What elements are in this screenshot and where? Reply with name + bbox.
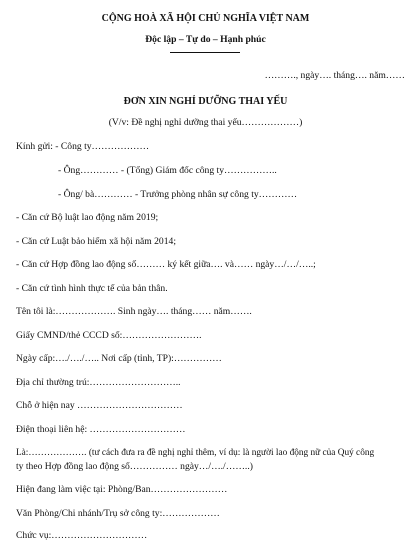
national-title: CỘNG HOÀ XÃ HỘI CHỦ NGHĨA VIỆT NAM	[101, 13, 310, 24]
addressee-hr-manager: - Ông/ bà………… - Trưởng phòng nhân sự công ty…………	[58, 189, 298, 200]
field-role-line-2: ty theo Hợp đồng lao động số…………… ngày…/…./……..)	[16, 461, 253, 472]
document-subject: (V/v: Đề nghị nghỉ dưỡng thai yếu………………)	[108, 117, 303, 128]
document-title: ĐƠN XIN NGHỈ DƯỠNG THAI YẾU	[123, 96, 288, 107]
field-role-line-1: Là:………………. (tư cách đưa ra đề nghị nghỉ thêm, ví dụ: là người lao động nữ của Quý công	[16, 448, 375, 458]
field-id-card: Giấy CMND/thẻ CCCD số:…………………….	[16, 330, 202, 341]
legal-basis-labor-code: - Căn cứ Bộ luật lao động năm 2019;	[16, 212, 159, 223]
field-name-dob: Tên tôi là:………………. Sinh ngày…. tháng…… năm…….	[16, 306, 252, 317]
field-phone: Điện thoại liên hệ: …………………………	[16, 424, 186, 435]
field-position: Chức vụ:…………………………	[16, 530, 148, 541]
legal-basis-social-insurance: - Căn cứ Luật bảo hiểm xã hội năm 2014;	[16, 236, 176, 247]
field-office: Văn Phòng/Chi nhánh/Trụ sở công ty:………………	[16, 508, 220, 519]
addressee-director: - Ông………… - (Tổng) Giám đốc công ty……………..	[58, 165, 277, 176]
field-permanent-address: Địa chỉ thường trú:………………………..	[16, 377, 181, 388]
motto-underline	[170, 52, 240, 53]
legal-basis-personal-situation: - Căn cứ tình hình thực tế của bản thân.	[16, 283, 168, 294]
field-department: Hiện đang làm việc tại: Phòng/Ban……………………	[16, 484, 228, 495]
field-issue-info: Ngày cấp:…./…./….. Nơi cấp (tỉnh, TP):……………	[16, 353, 222, 364]
field-current-residence: Chỗ ở hiện nay ……………………………	[16, 400, 183, 411]
national-motto: Độc lập – Tự do – Hạnh phúc	[145, 34, 266, 45]
legal-basis-labor-contract: - Căn cứ Hợp đồng lao động số……… ký kết giữa…. và…… ngày…/…/…..;	[16, 259, 316, 270]
addressee-company: Kính gửi: - Công ty………………	[16, 141, 150, 152]
place-and-date: ………., ngày…. tháng…. năm……	[264, 70, 405, 81]
